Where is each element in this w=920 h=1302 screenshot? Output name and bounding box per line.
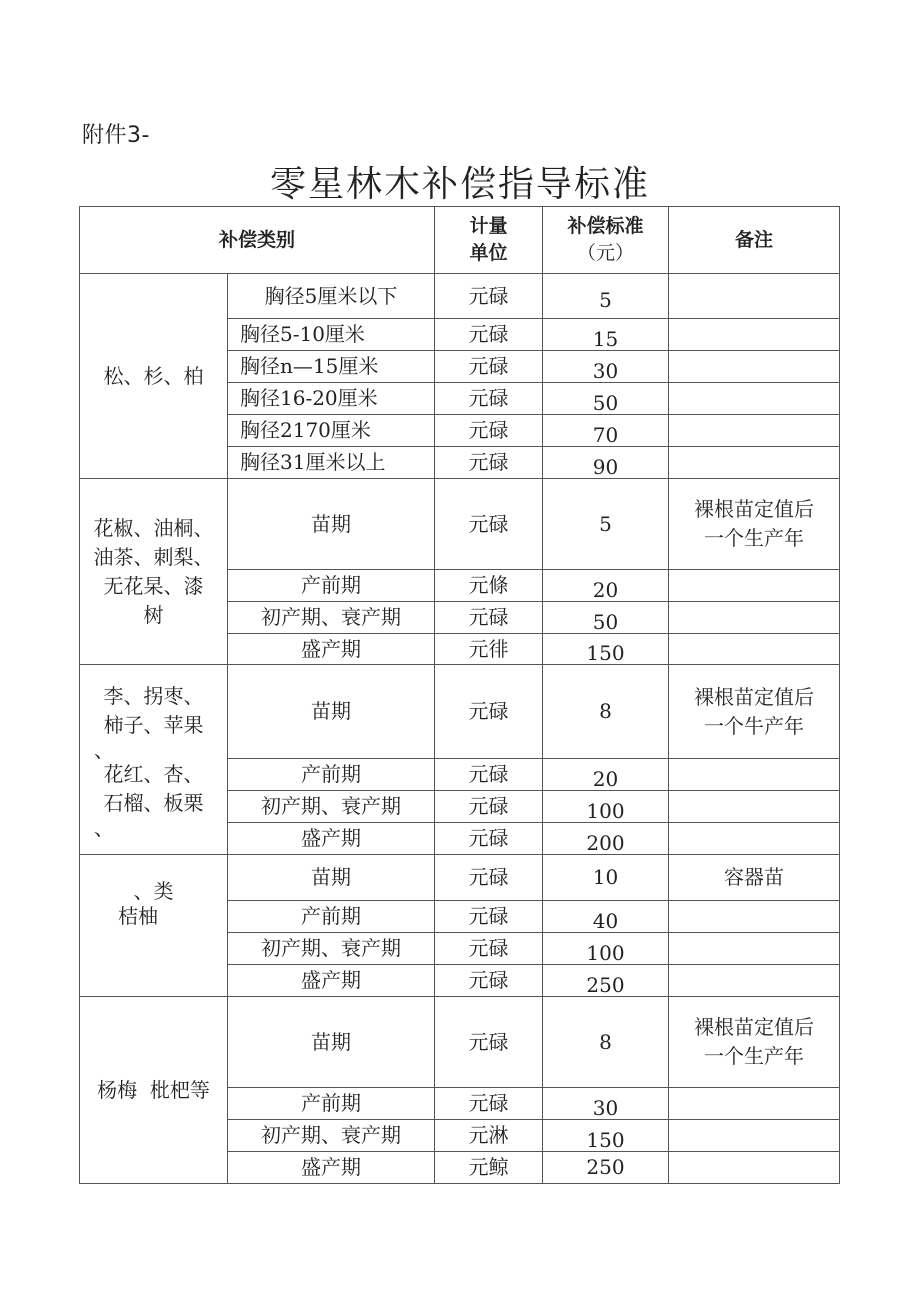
category-line: 油茶、刺梨、: [93, 544, 214, 569]
remark-cell: [669, 415, 840, 447]
item-cell: 盛产期: [228, 1152, 435, 1184]
attachment-label: 附件3-: [82, 123, 150, 148]
category-line: 花椒、油桐、: [93, 515, 214, 540]
category-line: 无花杲、漆: [103, 573, 204, 598]
value-cell: 15: [543, 319, 669, 351]
value-cell: 90: [543, 447, 669, 479]
item-cell: 初产期、衰产期: [228, 1120, 435, 1152]
item-cell: 产前期: [228, 901, 435, 933]
item-cell: 苗期: [228, 855, 435, 901]
remark-cell: [669, 570, 840, 602]
remark-cell: [669, 759, 840, 791]
category-cell: 松、杉、柏: [80, 274, 228, 479]
unit-cell: 元淋: [435, 1120, 543, 1152]
item-cell: 胸径16-20厘米: [228, 383, 435, 415]
value-cell: 100: [543, 933, 669, 965]
unit-cell: 元碌: [435, 855, 543, 901]
value-cell: 8: [543, 665, 669, 759]
remark-line: 一个生产年: [704, 1044, 805, 1068]
header-standard-line1: 补偿标准: [567, 215, 644, 237]
unit-cell: 元碌: [435, 997, 543, 1088]
value-cell: 250: [543, 965, 669, 997]
unit-cell: 元碌: [435, 383, 543, 415]
value-cell: 250: [543, 1152, 669, 1184]
header-unit-line1: 计量: [469, 215, 508, 237]
category-line: 花红、杏、: [103, 761, 204, 786]
remark-cell: 容器苗: [669, 855, 840, 901]
unit-cell: 元碌: [435, 791, 543, 823]
value-cell: 20: [543, 570, 669, 602]
remark-cell: [669, 1152, 840, 1184]
unit-cell: 元碌: [435, 274, 543, 319]
document-title: 零星林木补偿指导标准: [269, 164, 650, 205]
unit-cell: 元徘: [435, 634, 543, 665]
category-cell: [80, 665, 228, 855]
item-cell: 胸径5-10厘米: [228, 319, 435, 351]
header-standard: [543, 207, 669, 274]
category-line: 李、拐枣、: [103, 683, 204, 708]
remark-cell: [669, 965, 840, 997]
item-cell: 初产期、衰产期: [228, 602, 435, 634]
value-cell: 50: [543, 602, 669, 634]
category-line: 、: [94, 737, 114, 762]
table-row: [80, 665, 840, 759]
table-row: [80, 479, 840, 570]
unit-cell: 元鲸: [435, 1152, 543, 1184]
unit-cell: 元碌: [435, 319, 543, 351]
remark-cell: [669, 274, 840, 319]
category-line: 桔柚: [118, 904, 158, 928]
value-cell: 70: [543, 415, 669, 447]
item-cell: 苗期: [228, 665, 435, 759]
unit-cell: 元碌: [435, 415, 543, 447]
remark-cell: [669, 1088, 840, 1120]
table-row: [80, 274, 840, 319]
item-cell: 产前期: [228, 1088, 435, 1120]
unit-cell: 元條: [435, 570, 543, 602]
item-cell: 盛产期: [228, 965, 435, 997]
category-line: 、: [94, 815, 114, 840]
remark-line: 裸根苗定值后: [694, 497, 815, 521]
table-row: [80, 997, 840, 1088]
item-cell: 产前期: [228, 570, 435, 602]
remark-cell: [669, 351, 840, 383]
unit-cell: 元碌: [435, 665, 543, 759]
unit-cell: 元碌: [435, 602, 543, 634]
item-cell: 初产期、衰产期: [228, 791, 435, 823]
unit-cell: 元碌: [435, 759, 543, 791]
value-cell: 150: [543, 1120, 669, 1152]
unit-cell: 元碌: [435, 965, 543, 997]
value-cell: 30: [543, 1088, 669, 1120]
value-cell: 20: [543, 759, 669, 791]
category-line: 石榴、板栗: [103, 790, 204, 815]
value-cell: 200: [543, 823, 669, 855]
remark-cell: [669, 602, 840, 634]
remark-cell: [669, 791, 840, 823]
item-cell: 苗期: [228, 479, 435, 570]
remark-cell: [669, 823, 840, 855]
category-line: 树: [143, 602, 164, 627]
unit-cell: 元碌: [435, 479, 543, 570]
remark-cell: [669, 319, 840, 351]
remark-cell: [669, 933, 840, 965]
header-remark: 备注: [669, 207, 840, 274]
remark-line: 裸根苗定值后: [694, 684, 815, 709]
header-unit: [435, 207, 543, 274]
item-cell: 胸径2170厘米: [228, 415, 435, 447]
remark-cell: [669, 634, 840, 665]
value-cell: 5: [543, 479, 669, 570]
category-line: 、类: [133, 879, 174, 903]
unit-cell: 元碌: [435, 823, 543, 855]
header-category: 补偿类别: [80, 207, 435, 274]
remark-cell: [669, 383, 840, 415]
value-cell: 10: [543, 855, 669, 901]
item-cell: 初产期、衰产期: [228, 933, 435, 965]
unit-cell: 元碌: [435, 351, 543, 383]
value-cell: 8: [543, 997, 669, 1088]
category-line: 柿子、苹果: [103, 712, 204, 737]
value-cell: 30: [543, 351, 669, 383]
item-cell: 胸径5厘米以下: [228, 274, 435, 319]
table-header-row: [80, 207, 840, 274]
item-cell: 盛产期: [228, 634, 435, 665]
item-cell: 胸径31厘米以上: [228, 447, 435, 479]
value-cell: 50: [543, 383, 669, 415]
remark-cell: [669, 997, 840, 1088]
unit-cell: 元碌: [435, 447, 543, 479]
category-cell: 杨梅 枇杷等: [80, 997, 228, 1184]
remark-cell: [669, 901, 840, 933]
category-cell: [80, 855, 228, 997]
remark-line: 一个生产年: [704, 526, 805, 550]
header-standard-line2: （元）: [577, 242, 635, 264]
item-cell: 胸径n—15厘米: [228, 351, 435, 383]
item-cell: 产前期: [228, 759, 435, 791]
unit-cell: 元碌: [435, 901, 543, 933]
table-row: [80, 855, 840, 901]
value-cell: 150: [543, 634, 669, 665]
unit-cell: 元碌: [435, 933, 543, 965]
item-cell: 盛产期: [228, 823, 435, 855]
compensation-table: [79, 206, 840, 1184]
remark-line: 一个牛产年: [704, 713, 805, 738]
value-cell: 40: [543, 901, 669, 933]
header-unit-line2: 单位: [469, 242, 508, 264]
remark-line: 裸根苗定值后: [694, 1015, 815, 1039]
item-cell: 苗期: [228, 997, 435, 1088]
remark-cell: [669, 1120, 840, 1152]
remark-cell: [669, 479, 840, 570]
value-cell: 100: [543, 791, 669, 823]
remark-cell: [669, 665, 840, 759]
category-cell: [80, 479, 228, 665]
unit-cell: 元碌: [435, 1088, 543, 1120]
remark-cell: [669, 447, 840, 479]
value-cell: 5: [543, 274, 669, 319]
